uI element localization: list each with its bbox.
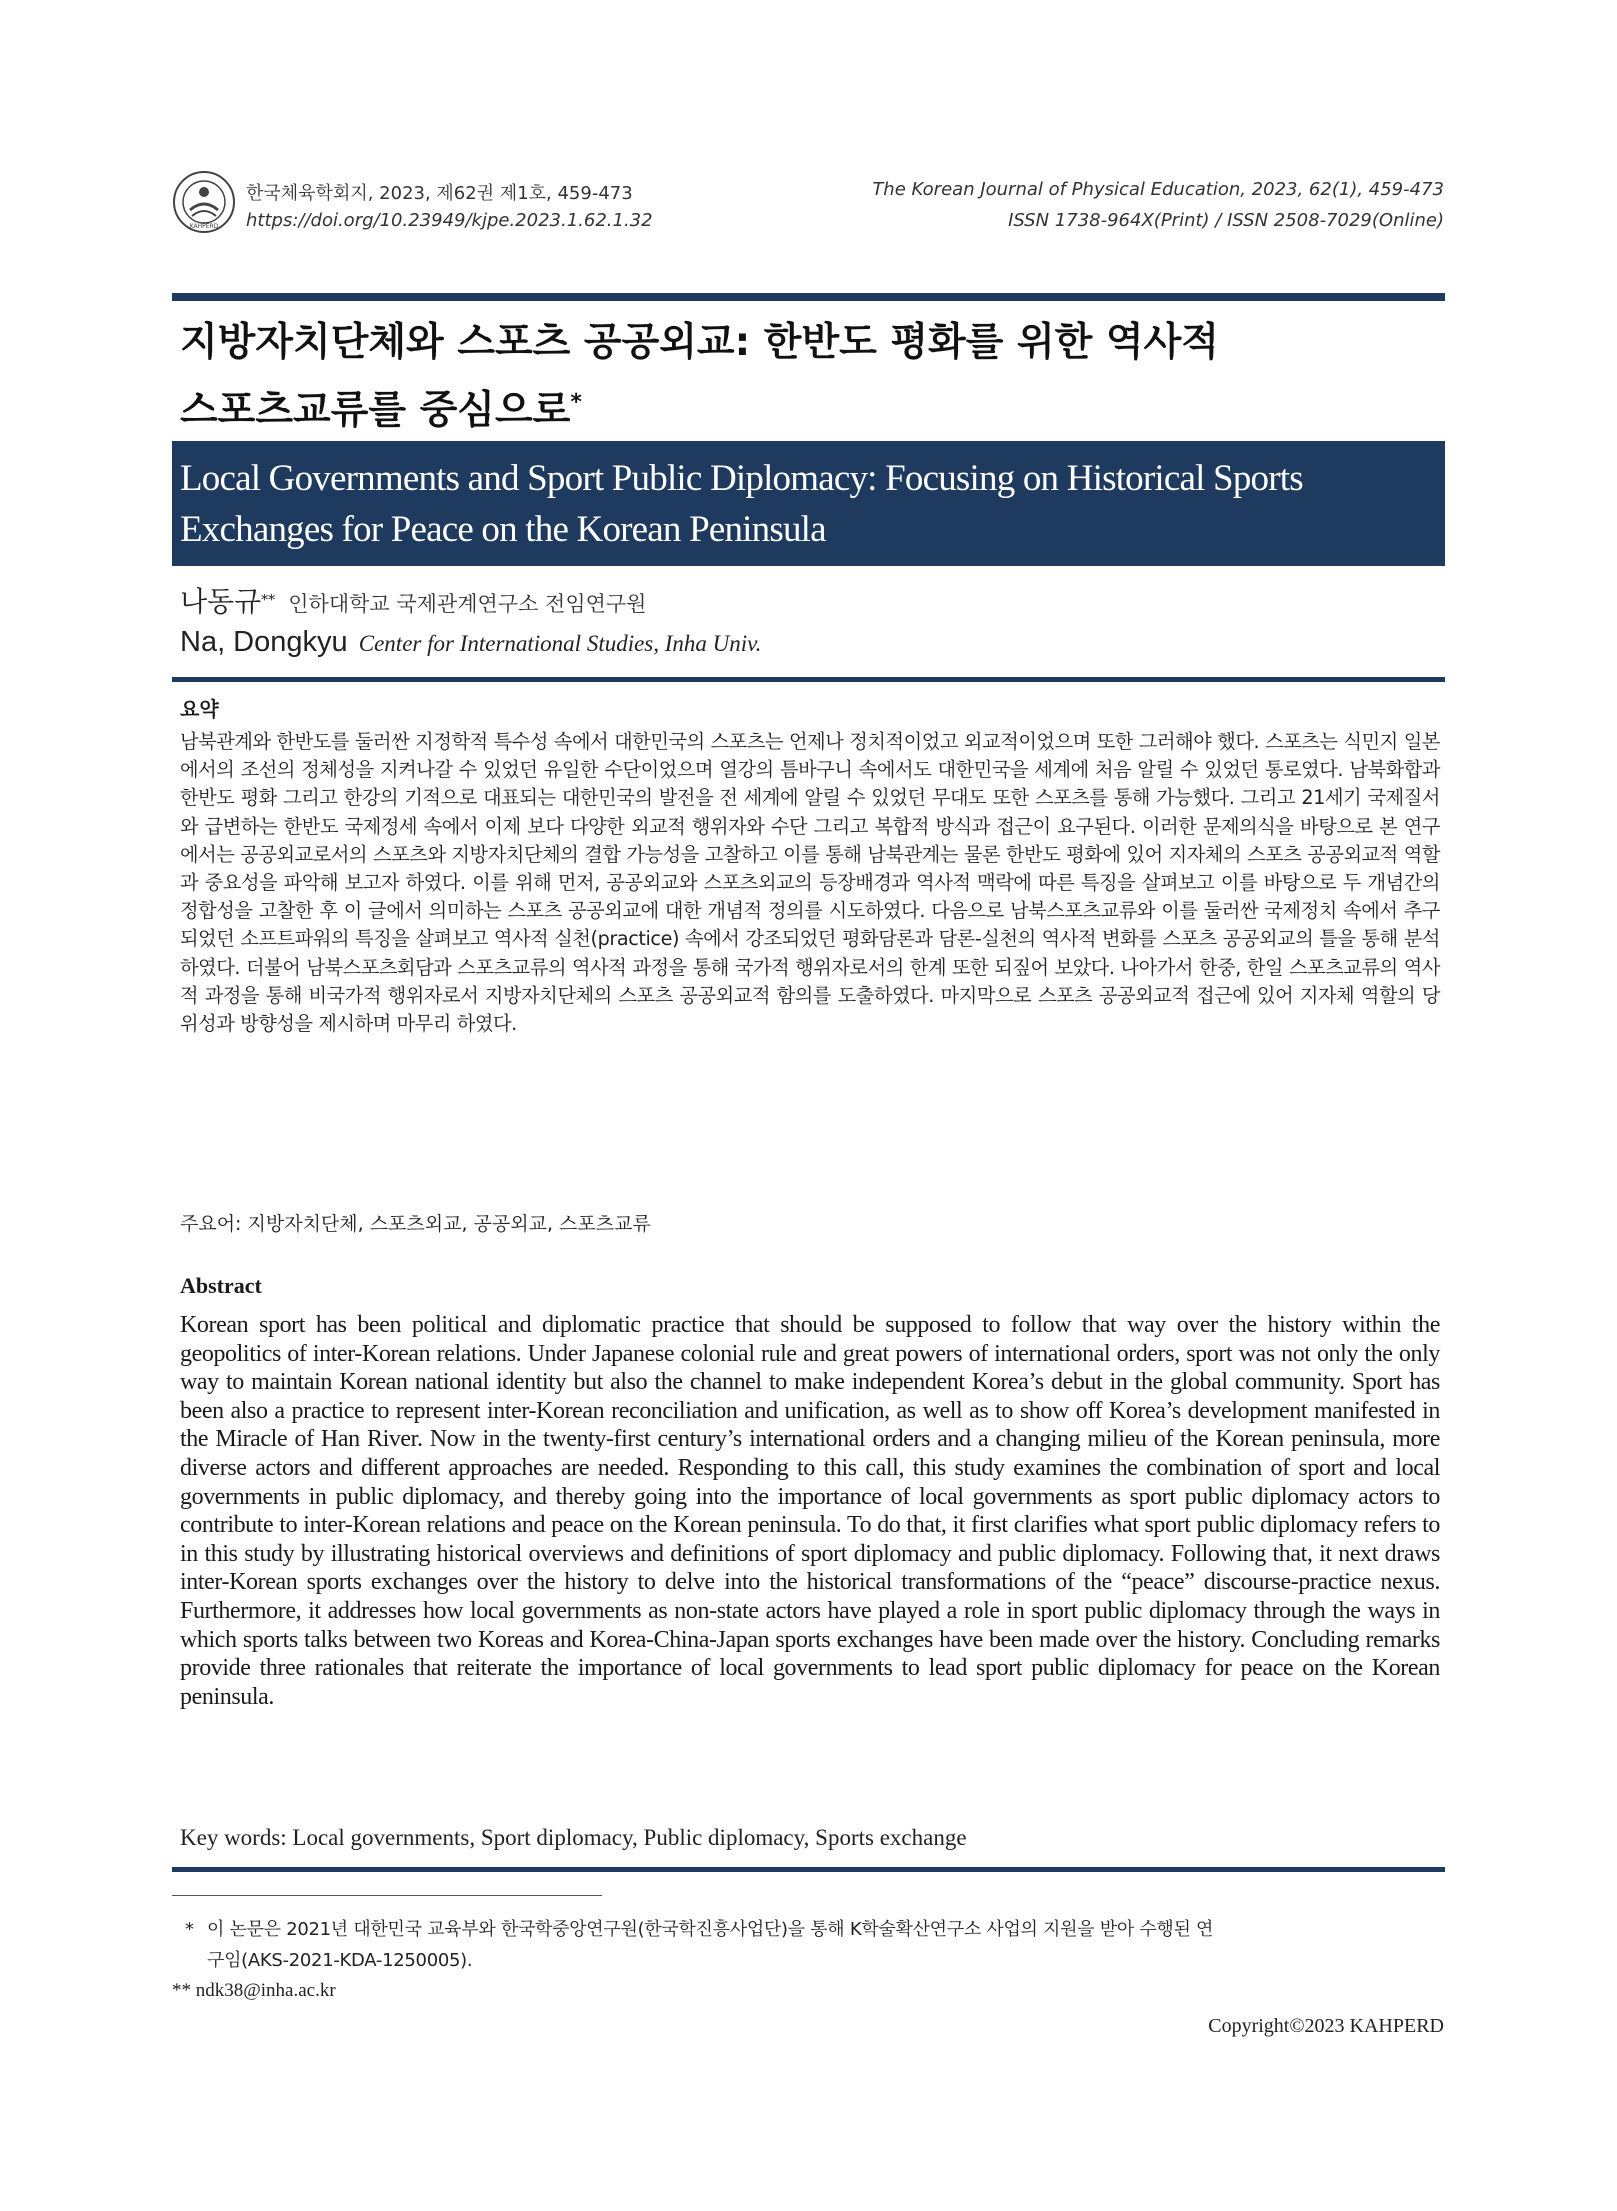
- author-name-kr: 나동규: [180, 585, 262, 618]
- title-english-line1: Local Governments and Sport Public Diplomacy: Focusing on Historical Sports: [180, 458, 1303, 499]
- top-divider: [172, 293, 1445, 301]
- footnote-funding: * 이 논문은 2021년 대한민국 교육부와 한국학중앙연구원(한국학진흥사업단)을 통해 K학술확산연구소 사업의 지원을 받아 수행된 연 구임(AKS-2021-KDA-1250005).: [185, 1914, 1440, 1976]
- footnote-email: ** ndk38@inha.ac.kr: [172, 1980, 336, 2001]
- abstract-heading-en: Abstract: [180, 1273, 262, 1298]
- bottom-divider: [172, 1867, 1445, 1872]
- footnote-mark-1: *: [185, 1919, 194, 1940]
- author-english: [180, 626, 761, 659]
- abstract-body-en: Korean sport has been political and diplomatic practice that should be supposed to follow that way over the history within the geopolitics of inter-Korean relations. Under Japanese colonial rule and great powers of international orders, sport was not only the only way to maintain Korean national identity but also the channel to make independent Korea’s debut in the global community. Sport has been also a practice to represent inter-Korean reconciliation and unification, as well as to show off Korea’s development manifested in the Miracle of Han River. Now in the twenty-first century’s international orders and a changing milieu of the Korean peninsula, more diverse actors and different approaches are needed. Responding to this call, this study examines the combination of sport and local governments in public diplomacy, and thereby going into the importance of local governments as sport public diplomacy actors to contribute to inter-Korean relations and peace on the Korean peninsula. To do that, it first clarifies what sport public diplomacy refers to in this study by illustrating historical overviews and definitions of sport diplomacy and public diplomacy. Following that, it next draws inter-Korean sports exchanges over the history to delve into the historical transformations of the “peace” discourse-practice nexus. Furthermore, it addresses how local governments as non-state actors have played a role in sport public diplomacy through the ways in which sports talks between two Koreas and Korea-China-Japan sports exchanges have been made over the history. Concluding remarks provide three rationales that reiterate the importance of local governments to lead sport public diplomacy for peace on the Korean peninsula.: [180, 1312, 1440, 1710]
- title-korean-line2: 스포츠교류를 중심으로*: [180, 388, 582, 433]
- issn-info: ISSN 1738-964X(Print) / ISSN 2508-7029(Online): [1008, 210, 1444, 231]
- keywords-en: Key words: Local governments, Sport diplomacy, Public diplomacy, Sports exchange: [180, 1825, 967, 1850]
- abstract-heading-kr: 요약: [180, 697, 219, 721]
- title-english: [180, 453, 1430, 555]
- title-english-line2: Exchanges for Peace on the Korean Peninsula: [180, 509, 826, 550]
- doi-link[interactable]: https://doi.org/10.23949/kjpe.2023.1.62.1.32: [246, 210, 653, 231]
- author-affiliation-kr: 인하대학교 국제관계연구소 전임연구원: [288, 592, 647, 616]
- kahperd-logo: [172, 170, 236, 234]
- author-footnote-mark: **: [261, 592, 276, 609]
- title-korean-line1: 지방자치단체와 스포츠 공공외교: 한반도 평화를 위한 역사적: [180, 320, 1219, 365]
- author-korean: [180, 580, 646, 620]
- title-korean: [180, 313, 1440, 441]
- footnote-divider: [172, 1895, 602, 1896]
- copyright-notice: Copyright©2023 KAHPERD: [1208, 2015, 1444, 2037]
- svg-text:KAHPERD: KAHPERD: [189, 223, 219, 230]
- journal-citation-kr: 한국체육학회지, 2023, 제62권 제1호, 459-473: [246, 183, 633, 204]
- abstract-body-kr: 남북관계와 한반도를 둘러싼 지정학적 특수성 속에서 대한민국의 스포츠는 언제나 정치적이었고 외교적이었으며 또한 그러해야 했다. 스포츠는 식민지 일본에서의 조선의 정체성을 지켜나갈 수 있었던 유일한 수단이었으며 열강의 틈바구니 속에서도 대한민국을 세계에 처음 알릴 수 있었던 통로였다. 남북화합과 한반도 평화 그리고 한강의 기적으로 대표되는 대한민국의 발전을 전 세계에 알릴 수 있었던 무대도 또한 스포츠를 통해 가능했다. 그리고 21세기 국제질서와 급변하는 한반도 국제정세 속에서 이제 보다 다양한 외교적 행위자와 수단 그리고 복합적 방식과 접근이 요구된다. 이러한 문제의식을 바탕으로 본 연구에서는 공공외교로서의 스포츠와 지방자치단체의 결합 가능성을 고찰하고 이를 통해 남북관계는 물론 한반도 평화에 있어 지자체의 스포츠 공공외교적 역할과 중요성을 파악해 보고자 하였다. 이를 위해 먼저, 공공외교와 스포츠외교의 등장배경과 역사적 맥락에 따른 특징을 살펴보고 이를 바탕으로 두 개념간의 정합성을 고찰한 후 이 글에서 의미하는 스포츠 공공외교에 대한 개념적 정의를 시도하였다. 다음으로 남북스포츠교류와 이를 둘러싼 국제정치 속에서 추구되었던 소프트파워의 특징을 살펴보고 역사적 실천(practice) 속에서 강조되었던 평화담론과 담론-실천의 역사적 변화를 스포츠 공공외교의 틀을 통해 분석하였다. 더불어 남북스포츠회담과 스포츠교류의 역사적 과정을 통해 국가적 행위자로서의 한계 또한 되짚어 보았다. 나아가서 한중, 한일 스포츠교류의 역사적 과정을 통해 비국가적 행위자로서 지방자치단체의 스포츠 공공외교적 함의를 도출하였다. 마지막으로 스포츠 공공외교적 접근에 있어 지자체 역할의 당위성과 방향성을 제시하며 마무리 하였다.: [180, 730, 1440, 1036]
- keywords-kr: 주요어: 지방자치단체, 스포츠외교, 공공외교, 스포츠교류: [180, 1213, 651, 1235]
- author-affiliation-en: Center for International Studies, Inha Univ.: [358, 631, 762, 656]
- journal-citation-en: The Korean Journal of Physical Education, 2023, 62(1), 459-473: [872, 179, 1444, 200]
- author-name-en: Na, Dongkyu: [180, 626, 348, 658]
- middle-divider: [172, 677, 1445, 682]
- title-footnote-mark: *: [570, 390, 582, 415]
